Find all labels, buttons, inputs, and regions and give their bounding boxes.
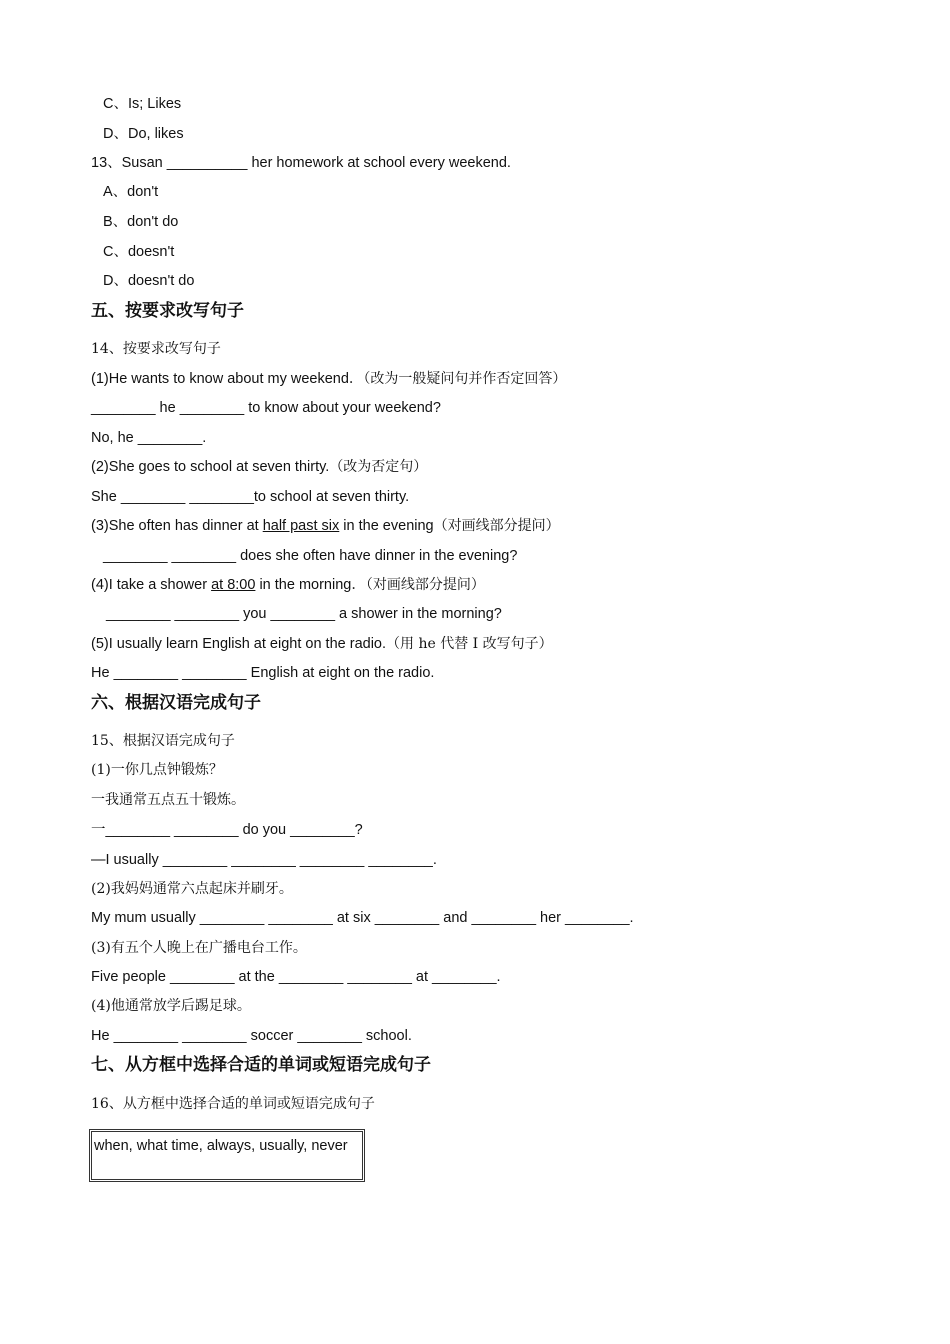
- q14-s2-prompt: [91, 457, 427, 477]
- q14-s2-instruction: （改为否定句）: [329, 459, 428, 475]
- q15-s1-answer-q: 一________ ________ do you ________?: [91, 822, 363, 838]
- q15-s2-answer-line: My mum usually ________ ________ at six ________ and ________ her ________.: [91, 910, 634, 926]
- section7-heading: 七、从方框中选择合适的单词或短语完成句子: [91, 1055, 431, 1075]
- q14-s3-text: (3)She often has dinner at: [91, 518, 263, 534]
- word-box: [89, 1129, 365, 1182]
- q14-stem: 14、按要求改写句子: [91, 341, 221, 357]
- word-box-words: when, what time, always, usually, never: [94, 1138, 348, 1154]
- q14-s3-underlined: half past six: [262, 518, 340, 534]
- q14-s3-answer-line: ________ ________ does she often have dinner in the evening?: [103, 548, 518, 564]
- q14-s5-text: (5)I usually learn English at eight on the radio.: [91, 636, 387, 652]
- q14-s1-text: (1)He wants to know about my weekend．: [91, 371, 364, 387]
- q14-s3-prompt: [91, 516, 560, 536]
- q15-s3-chinese: (3)有五个人晚上在广播电台工作。: [91, 940, 307, 956]
- q14-s1-short-answer: No, he ________.: [91, 430, 207, 446]
- q13-option-b: B、don't do: [103, 214, 179, 230]
- q15-stem: 15、根据汉语完成句子: [91, 733, 235, 749]
- q14-s4-instruction: （对画线部分提问）: [365, 577, 485, 593]
- q15-s1-answer-a: —I usually ________ ________ ________ ________.: [91, 852, 437, 868]
- q14-s1-prompt: [91, 369, 566, 389]
- q14-s5-prompt: [91, 634, 553, 654]
- q13-option-d: D、doesn't do: [103, 273, 195, 289]
- q14-s4-answer-line: ________ ________ you ________ a shower in the morning?: [106, 606, 502, 622]
- q12-option-c: C、Is; Likes: [103, 96, 182, 112]
- q15-s3-answer-line: Five people ________ at the ________ ________ at ________.: [91, 969, 501, 985]
- q13-stem: 13、Susan __________ her homework at school every weekend.: [91, 155, 511, 171]
- q14-s1-instruction: （改为一般疑问句并作否定回答）: [363, 371, 567, 387]
- q16-stem: 16、从方框中选择合适的单词或短语完成句子: [91, 1096, 375, 1112]
- section5-heading: 五、按要求改写句子: [91, 301, 244, 321]
- section6-heading: 六、根据汉语完成句子: [91, 693, 261, 713]
- q14-s4-underlined: at 8:00: [211, 577, 256, 593]
- q15-s1-chinese-a: 一我通常五点五十锻炼。: [91, 792, 245, 808]
- q14-s5-answer-line: He ________ ________ English at eight on the radio.: [91, 665, 435, 681]
- q15-s4-chinese: (4)他通常放学后踢足球。: [91, 998, 251, 1014]
- q15-s4-answer-line: He ________ ________ soccer ________ school.: [91, 1028, 412, 1044]
- q14-s4-text-end: in the morning．: [255, 577, 366, 593]
- q15-s2-chinese: (2)我妈妈通常六点起床并刷牙。: [91, 881, 293, 897]
- q13-option-a: A、don't: [103, 184, 159, 200]
- q14-s2-answer-line: She ________ ________to school at seven thirty.: [91, 489, 410, 505]
- q13-option-c: C、doesn't: [103, 244, 175, 260]
- q14-s4-prompt: [91, 575, 485, 595]
- q14-s2-text: (2)She goes to school at seven thirty.: [91, 459, 330, 475]
- q14-s1-answer-line: ________ he ________ to know about your weekend?: [91, 400, 441, 416]
- q14-s4-text: (4)I take a shower: [91, 577, 212, 593]
- q14-s5-instruction: （用 he 代替 I 改写句子）: [386, 636, 553, 652]
- q14-s3-text-end: in the evening: [339, 518, 434, 534]
- q14-s3-instruction: （对画线部分提问）: [433, 518, 560, 534]
- q15-s1-chinese-q: (1)一你几点钟锻炼？: [91, 762, 223, 778]
- q12-option-d: D、Do, likes: [103, 126, 184, 142]
